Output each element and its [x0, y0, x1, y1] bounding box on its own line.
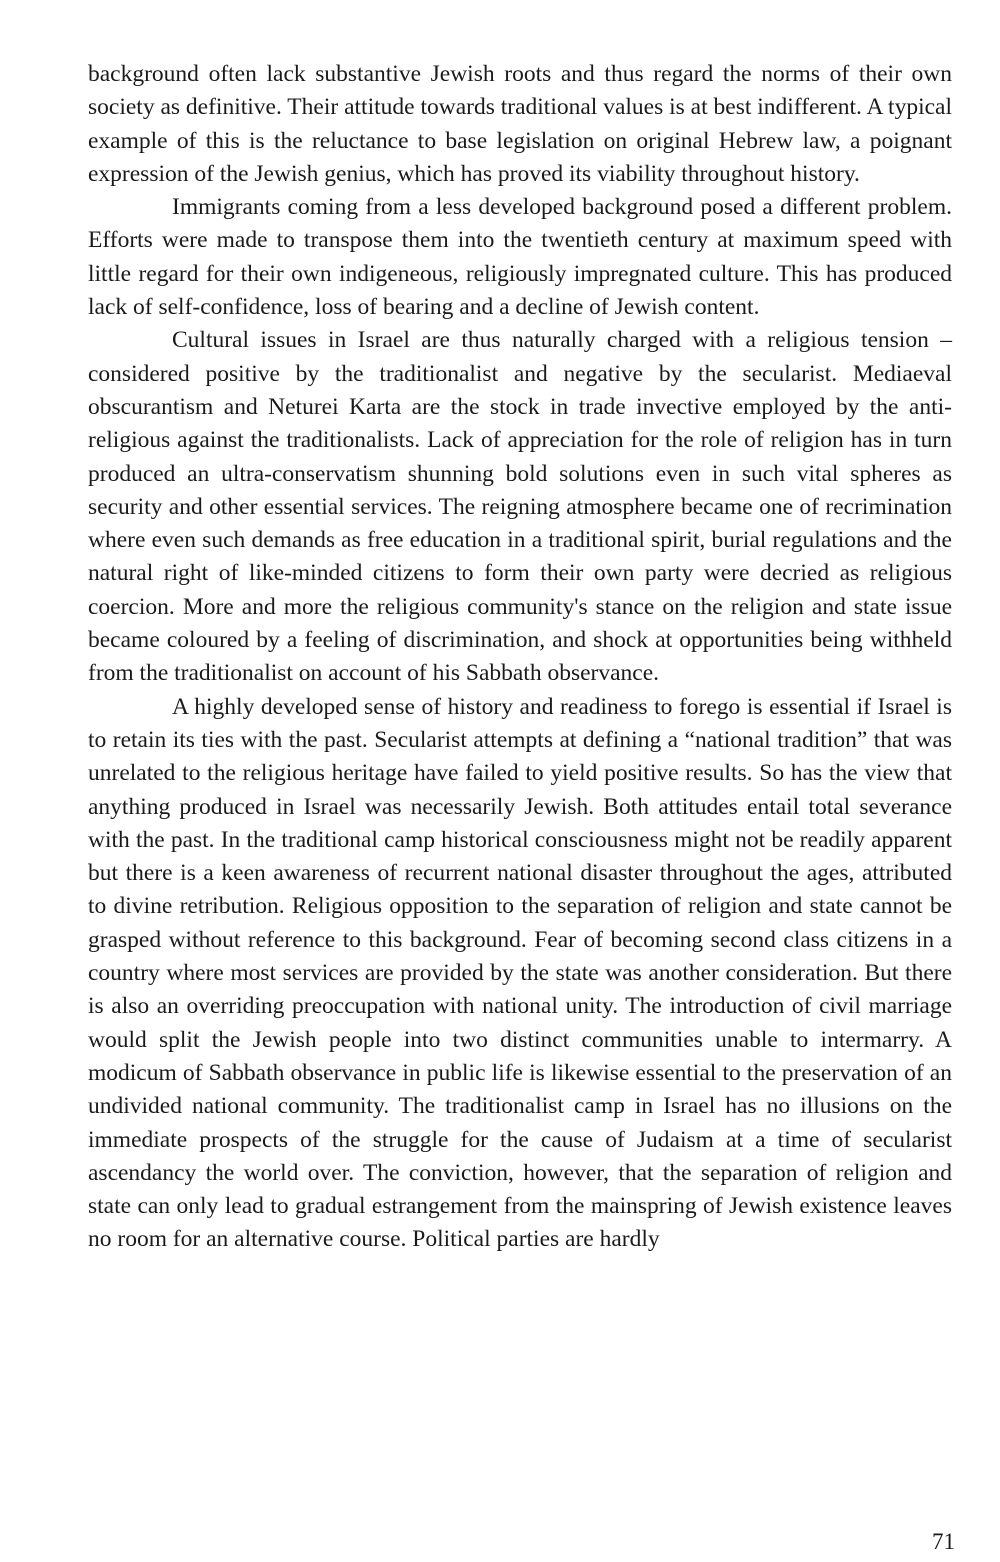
- paragraph-1: background often lack substantive Jewish roots and thus regard the norms of their own society as definitive. Their attitude towards traditional values is at best indifferent. A typical example of this is the reluctance to base legislation on original Hebrew law, a poignant expression of the Jewish genius, which has proved its viability throughout history.: [88, 61, 952, 187]
- page-number: 71: [932, 1529, 955, 1554]
- paragraph-2: Immigrants coming from a less developed background posed a different problem. Efforts were made to transpose them into the twentieth century at maximum speed with little regard for their own indigeneous, religiously impregnated culture. This has produced lack of self-confidence, loss of bearing and a decline of Jewish content.: [88, 194, 952, 321]
- paragraph-4: A highly developed sense of history and readiness to forego is essential if Israel is to retain its ties with the past. Secularist attempts at defining a “national tradition” that was unrelated to the religious heritage have failed to yield positive results. So has the view that anything produced in Israel was necessarily Jewish. Both attitudes entail total severance with the past. In the traditional camp historical consciousness might not be readily apparent but there is a keen awareness of recurrent national disaster throughout the ages, attributed to divine retribution. Religious opposition to the separation of religion and state cannot be grasped without reference to this background. Fear of becoming second class citizens in a country where most services are provided by the state was another consideration. But there is also an overriding preoccupation with national unity. The introduction of civil marriage would split the Jewish people into two distinct communities unable to intermarry. A modicum of Sabbath observance in public life is likewise essential to the preservation of an undivided national community. The traditionalist camp in Israel has no illusions on the immediate prospects of the struggle for the cause of Judaism at a time of secularist ascendancy the world over. The conviction, however, that the separation of religion and state can only lead to gradual estrangement from the mainspring of Jewish existence leaves no room for an alternative course. Political parties are hardly: [88, 693, 952, 1253]
- paragraph-3: Cultural issues in Israel are thus naturally charged with a religious tension – considered positive by the traditionalist and negative by the secularist. Mediaeval obscurantism and Neturei Karta are the stock in trade invective employed by the anti-religious against the traditionalists. Lack of appreciation for the role of religion has in turn produced an ultra-conservatism shunning bold solutions even in such vital spheres as security and other essential services. The reigning atmosphere became one of recrimination where even such demands as free education in a traditional spirit, burial regulations and the natural right of like-minded citizens to form their own party were decried as religious coercion. More and more the religious community's stance on the religion and state issue became coloured by a feeling of discrimination, and shock at opportunities being withheld from the traditionalist on account of his Sabbath observance.: [88, 327, 952, 687]
- document-page: [88, 58, 952, 1257]
